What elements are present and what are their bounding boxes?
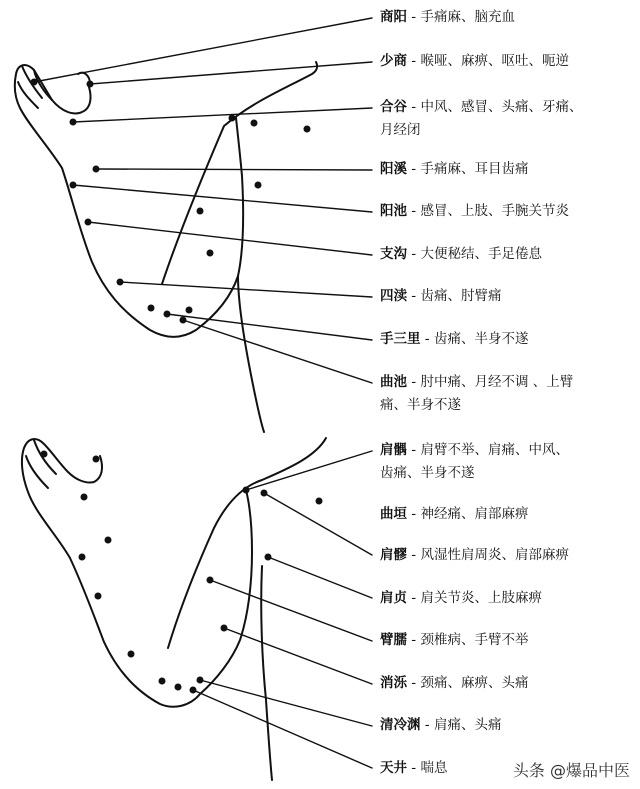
point-desc: 大便秘结、手足倦息	[420, 246, 542, 262]
top-arm-outline	[15, 65, 243, 337]
label-shousanli: 手三里 - 齿痛、半身不遂	[380, 331, 529, 347]
label-sidu: 四渎 - 齿痛、肘臂痛	[380, 288, 502, 304]
label-quyuan: 曲垣 - 神经痛、肩部麻痹	[380, 506, 529, 522]
point-desc: 感冒、上肢、手腕关节炎	[420, 203, 569, 219]
point-name: 肩髃	[380, 442, 407, 458]
point-name: 曲垣	[380, 506, 407, 522]
point-desc-line2: 月经闭	[380, 122, 421, 138]
point-desc: 风湿性肩周炎、肩部麻痹	[420, 547, 569, 563]
point-desc: 肩痛、头痛	[433, 717, 502, 733]
point-desc: 喉哑、麻痹、呕吐、呃逆	[420, 53, 569, 69]
label-zhigou: 支沟 - 大便秘结、手足倦息	[380, 246, 542, 262]
bottom-leader-lines	[193, 451, 372, 768]
label-shaoshang: 少商 - 喉哑、麻痹、呕吐、呃逆	[380, 53, 569, 69]
top-arm-inner-line	[238, 276, 264, 432]
point-name: 阳溪	[380, 161, 407, 177]
watermark: 头条 @爆品中医	[512, 761, 630, 780]
point-desc-line2: 痛、半身不遂	[380, 397, 461, 413]
label-jianliao: 肩髎 - 风湿性肩周炎、肩部麻痹	[380, 547, 569, 563]
point-name: 肩贞	[380, 590, 407, 606]
bottom-hand-fingers	[26, 440, 56, 488]
label-qinglengyuan: 清冷渊 - 肩痛、头痛	[380, 717, 502, 733]
bottom-arm-outline	[22, 439, 252, 707]
point-name: 肩髎	[380, 547, 407, 563]
point-desc: 手痛麻、耳目齿痛	[420, 161, 529, 177]
point-desc: 喘息	[420, 760, 448, 776]
label-yangxi: 阳溪 - 手痛麻、耳目齿痛	[380, 161, 529, 177]
top-leader-lines	[34, 18, 372, 383]
bottom-arm-inner-line	[261, 566, 272, 780]
point-desc: 齿痛、肘臂痛	[420, 288, 502, 304]
point-desc: 肩臂不举、肩痛、中风、	[420, 442, 569, 458]
point-name: 阳池	[380, 203, 407, 219]
point-name: 合谷	[380, 99, 407, 115]
label-hegu: 合谷 - 中风、感冒、头痛、牙痛、 月经闭	[380, 99, 583, 138]
acupoint-dots	[31, 79, 323, 694]
label-jianyu: 肩髃 - 肩臂不举、肩痛、中风、 齿痛、半身不遂	[380, 442, 569, 481]
point-desc: 中风、感冒、头痛、牙痛、	[420, 99, 583, 115]
point-name: 清冷渊	[380, 717, 421, 733]
label-xiaoluo: 消泺 - 颈痛、麻痹、头痛	[380, 675, 529, 691]
point-name: 曲池	[380, 374, 407, 390]
label-yangchi: 阳池 - 感冒、上肢、手腕关节炎	[380, 203, 569, 219]
point-desc: 齿痛、半身不遂	[433, 331, 529, 347]
label-shangyang: 商阳 - 手痛麻、脑充血	[380, 9, 515, 25]
point-name: 少商	[380, 53, 407, 69]
point-name: 支沟	[380, 246, 407, 262]
label-quchi: 曲池 - 肘中痛、月经不调 、上臂 痛、半身不遂	[380, 374, 574, 413]
point-desc: 颈椎病、手臂不举	[420, 632, 529, 648]
point-desc: 肘中痛、月经不调 、上臂	[420, 374, 574, 390]
point-desc: 颈痛、麻痹、头痛	[420, 675, 529, 691]
point-name: 天井	[380, 760, 407, 776]
label-tianjing: 天井 - 喘息	[380, 760, 448, 776]
point-desc: 手痛麻、脑充血	[420, 9, 515, 25]
point-name: 商阳	[380, 9, 407, 25]
point-name: 手三里	[380, 331, 421, 347]
point-name: 消泺	[380, 675, 407, 691]
point-desc: 肩关节炎、上肢麻痹	[420, 590, 542, 606]
label-binao: 臂臑 - 颈椎病、手臂不举	[380, 632, 529, 648]
label-jianzhen: 肩贞 - 肩关节炎、上肢麻痹	[380, 590, 542, 606]
top-arm-upper-outline	[162, 62, 317, 284]
point-desc-line2: 齿痛、半身不遂	[380, 465, 475, 481]
point-desc: 神经痛、肩部麻痹	[420, 506, 529, 522]
point-name: 四渎	[380, 288, 407, 304]
point-name: 臂臑	[380, 632, 407, 648]
top-hand-fingers	[18, 66, 52, 108]
